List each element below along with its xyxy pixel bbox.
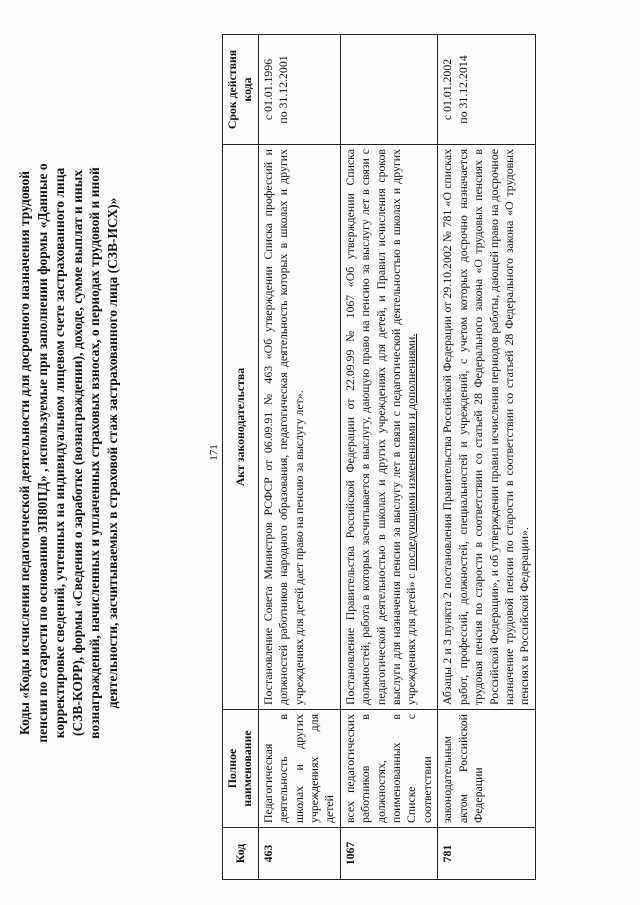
title-line: (СЗВ-КОРР), формы «Сведения о заработке (вознаграждении), доходе, сумме выплат и иных — [69, 170, 85, 736]
rotated-content — [10, 10, 630, 895]
table-row — [258, 35, 340, 880]
act-underlined-text: последующими изменениями и дополнениями. — [404, 333, 419, 571]
term-from: с 01.01.2002 — [440, 58, 455, 121]
act-text: Постановление Правительства Российской Федерации от 22.09.99 № 1067 «Об утверждении Списка должностей, работа в которых засчитывается в выслугу, дающую право на пенсию за выслугу лет в связи с педагогической деятельностью в школах и других учреждениях для детей, и Правил исчисления сроков выслуги для назначения пенсии за выслугу лет в связи с педагогической деятельностью в школах и других учреждениях для детей» с — [342, 149, 419, 705]
table-row — [340, 35, 437, 880]
header-act: Акт законодательства — [223, 145, 259, 710]
table-header-row — [223, 35, 259, 880]
term-to: по 31.12.2001 — [276, 55, 291, 124]
term-from: с 01.01.1996 — [260, 58, 275, 121]
cell-code: 1067 — [340, 828, 437, 880]
title-line: деятельности, засчитываемых в страховой стаж застрахованного лица (СЗВ-ИСХ)» — [104, 197, 120, 709]
cell-name: Педагогическая деятельность в школах и других учреждениях для детей — [258, 710, 340, 828]
table-row — [438, 35, 535, 880]
document-title — [16, 19, 121, 887]
cell-act: Абзацы 2 и 3 пункта 2 постановления Правительства Российской Федерации от 29.10.2002 № 781 «О списках работ, профессий, должностей, специальностей и учреждений, с учетом которых досрочно назначается трудовая пенсия по старости в соответствии со статьей 28 Федерального закона «О трудовых пенсиях в Российской Федерации», и об утверждении правил исчисления периодов работы, дающей право на досрочное назначение трудовой пенсии по старости в соответствии со статьей 28 Федерального закона «О трудовых пенсиях в Российской Федерации». — [438, 145, 535, 710]
cell-name: всех педагогических работников в должностях, поименованных в Списке с соответствии — [340, 710, 437, 828]
cell-term — [438, 35, 535, 145]
title-line: пенсии по старости по основанию 3П80ПД» , используемые при заполнении формы «Данные о — [34, 163, 50, 743]
codes-table — [222, 34, 536, 880]
term-to: по 31.12.2014 — [455, 55, 470, 124]
cell-name: законодательным актом Российской Федерации — [438, 710, 535, 828]
cell-act: Постановление Совета Министров РСФСР от 06.09.91 № 463 «Об утверждении Списка профессий и должностей работников народного образования, педагогическая деятельность которых в школах и других учреждениях для детей дает право на пенсию за выслугу лет». — [258, 145, 340, 710]
cell-code: 463 — [258, 828, 340, 880]
cell-term — [340, 35, 437, 145]
page-number: 171 — [208, 444, 220, 461]
title-line: корректировке сведений, учтенных на индивидуальном лицевом счете застрахованного лица — [52, 167, 67, 739]
header-name: Полное наименование — [223, 710, 259, 828]
title-line: Коды «Коды исчисления педагогической деятельности для досрочного назначения трудовой — [17, 171, 32, 735]
cell-act — [340, 145, 437, 710]
cell-code: 781 — [438, 828, 535, 880]
title-line: вознаграждений, начисленных и уплаченных страховых взносах, о периодах трудовой и иной — [87, 167, 102, 739]
header-term: Срок действия кода — [223, 35, 259, 145]
header-code: Код — [223, 828, 259, 880]
cell-term — [258, 35, 340, 145]
